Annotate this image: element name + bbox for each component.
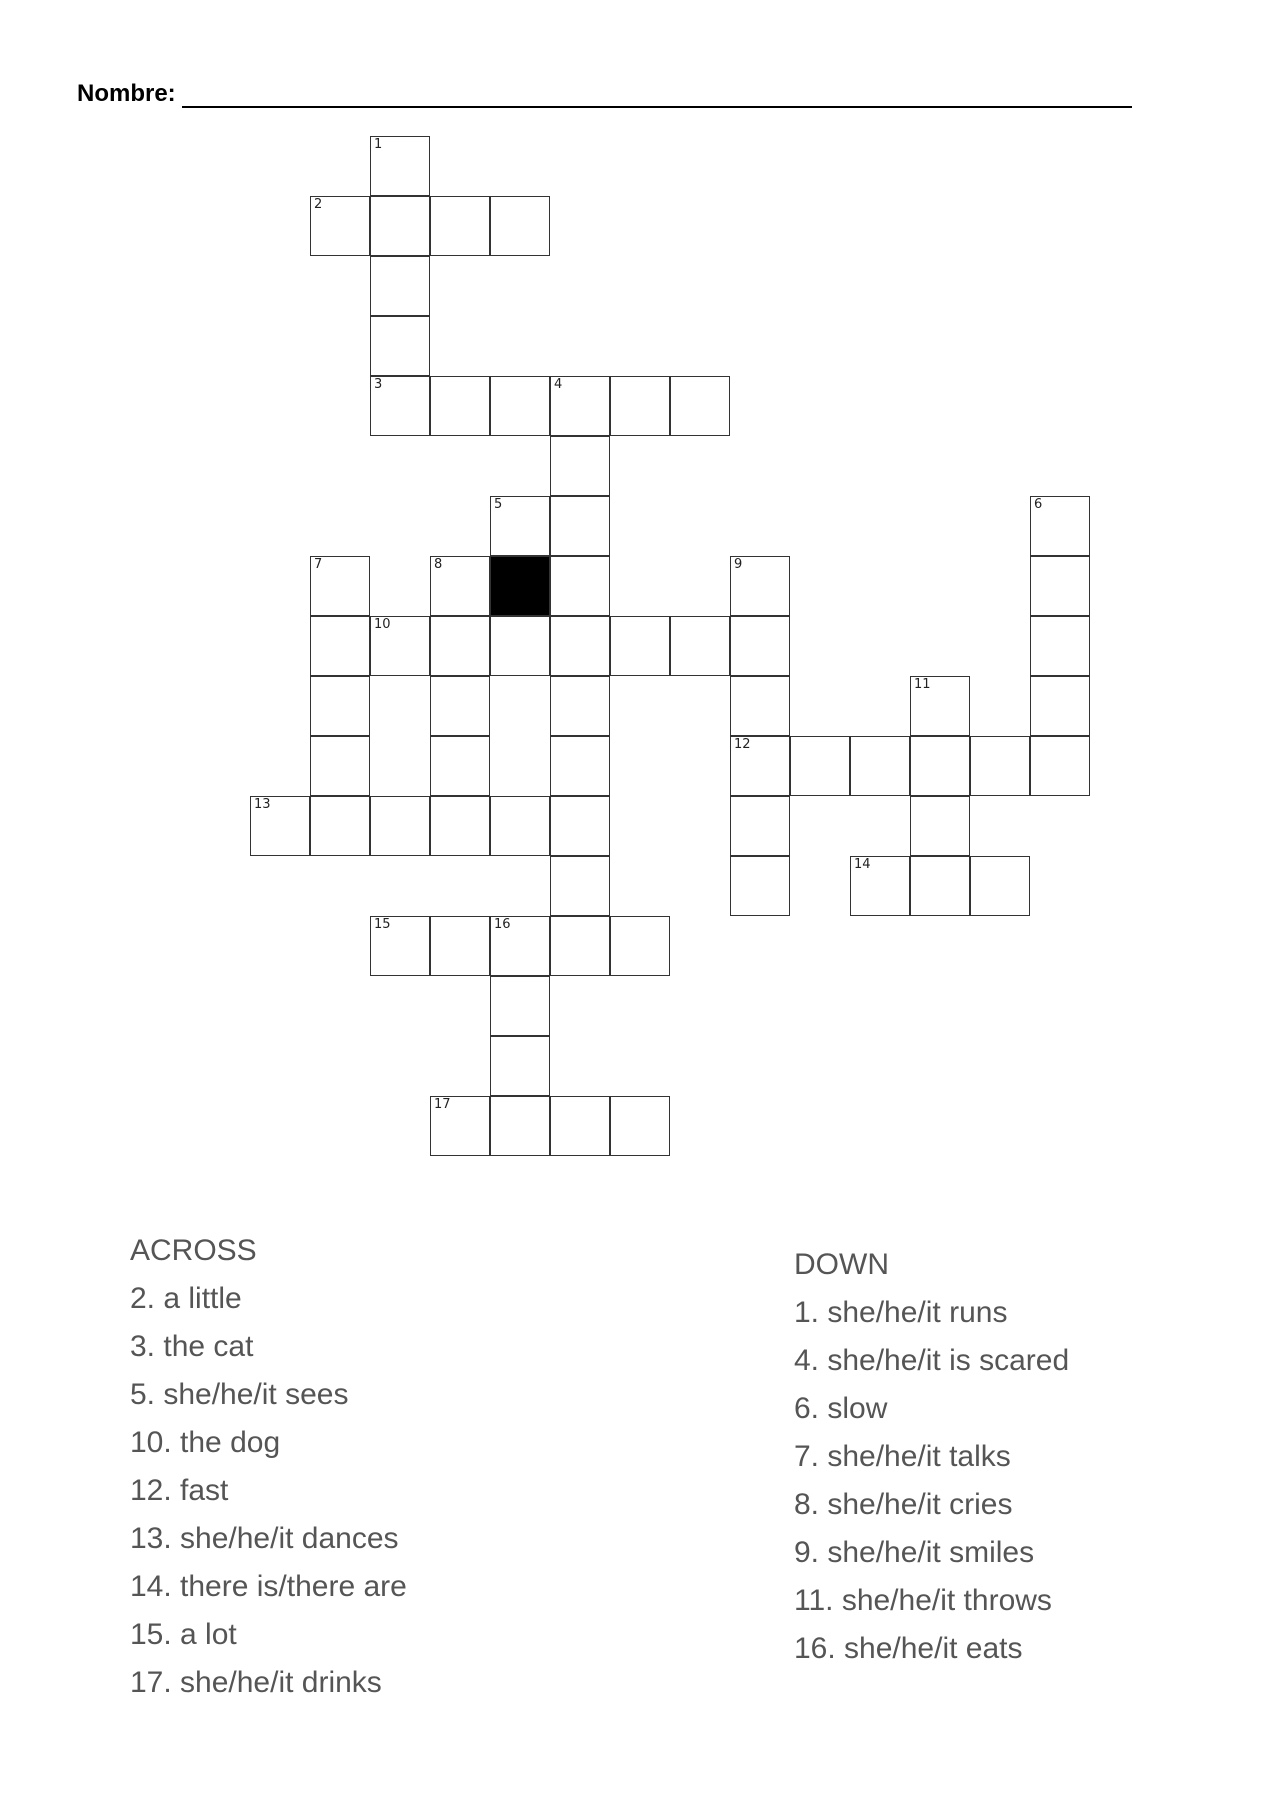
grid-cell[interactable] [730, 856, 790, 916]
clue-number: 6 [1034, 497, 1043, 512]
grid-cell[interactable] [310, 616, 370, 676]
across-clue: 15. a lot [130, 1618, 237, 1651]
grid-cell[interactable] [550, 796, 610, 856]
grid-cell[interactable] [550, 556, 610, 616]
down-clue-list [794, 1294, 1069, 1668]
across-clue: 14. there is/there are [130, 1570, 407, 1603]
grid-cell[interactable] [610, 376, 670, 436]
grid-cell[interactable] [1030, 616, 1090, 676]
grid-cell[interactable] [730, 556, 790, 616]
grid-cell[interactable] [370, 316, 430, 376]
name-label: Nombre: [77, 80, 176, 107]
grid-cell[interactable] [970, 736, 1030, 796]
grid-cell[interactable] [550, 736, 610, 796]
grid-cell[interactable] [370, 616, 430, 676]
clue-number: 16 [494, 917, 511, 932]
across-heading: ACROSS [130, 1234, 257, 1267]
down-clue: 9. she/he/it smiles [794, 1536, 1035, 1569]
grid-cell[interactable] [670, 616, 730, 676]
grid-cell[interactable] [490, 976, 550, 1036]
across-clue-list [130, 1280, 407, 1702]
name-blank-line[interactable] [182, 84, 1132, 108]
down-heading: DOWN [794, 1248, 889, 1281]
clue-number: 9 [734, 557, 743, 572]
clue-number: 10 [374, 617, 391, 632]
clue-number: 13 [254, 797, 271, 812]
grid-cell[interactable] [310, 676, 370, 736]
grid-cell[interactable] [730, 736, 790, 796]
down-clue: 7. she/he/it talks [794, 1440, 1011, 1473]
grid-cell[interactable] [1030, 676, 1090, 736]
grid-cell[interactable] [730, 676, 790, 736]
grid-cell[interactable] [310, 736, 370, 796]
clue-number: 11 [914, 677, 931, 692]
clue-number: 1 [374, 137, 383, 152]
grid-cell[interactable] [550, 916, 610, 976]
across-clue: 3. the cat [130, 1330, 254, 1363]
across-clue: 2. a little [130, 1282, 242, 1315]
grid-cell[interactable] [430, 616, 490, 676]
down-clues [794, 1246, 1069, 1678]
grid-cell[interactable] [1030, 496, 1090, 556]
clue-number: 8 [434, 557, 443, 572]
grid-cell[interactable] [370, 136, 430, 196]
grid-cell[interactable] [550, 1096, 610, 1156]
black-cell [490, 556, 550, 616]
grid-cell[interactable] [430, 1096, 490, 1156]
clue-number: 15 [374, 917, 391, 932]
grid-cell[interactable] [910, 676, 970, 736]
grid-cell[interactable] [550, 856, 610, 916]
grid-cell[interactable] [910, 736, 970, 796]
grid-cell[interactable] [730, 616, 790, 676]
grid-cell[interactable] [490, 916, 550, 976]
grid-cell[interactable] [430, 916, 490, 976]
across-clues [130, 1232, 407, 1712]
grid-cell[interactable] [310, 196, 370, 256]
grid-cell[interactable] [430, 376, 490, 436]
across-clue: 12. fast [130, 1474, 229, 1507]
grid-cell[interactable] [490, 496, 550, 556]
across-clue: 17. she/he/it drinks [130, 1666, 382, 1699]
down-clue: 6. slow [794, 1392, 888, 1425]
grid-cell[interactable] [610, 616, 670, 676]
clue-number: 12 [734, 737, 751, 752]
grid-cell[interactable] [1030, 736, 1090, 796]
grid-cell[interactable] [730, 796, 790, 856]
clue-number: 7 [314, 557, 323, 572]
grid-cell[interactable] [250, 796, 310, 856]
clue-number: 2 [314, 197, 323, 212]
grid-cell[interactable] [670, 376, 730, 436]
down-clue: 1. she/he/it runs [794, 1296, 1008, 1329]
grid-cell[interactable] [790, 736, 850, 796]
grid-cell[interactable] [430, 676, 490, 736]
grid-cell[interactable] [310, 556, 370, 616]
grid-cell[interactable] [850, 736, 910, 796]
down-clue: 16. she/he/it eats [794, 1632, 1023, 1665]
down-clue: 4. she/he/it is scared [794, 1344, 1070, 1377]
clue-number: 4 [554, 377, 563, 392]
grid-cell[interactable] [370, 376, 430, 436]
across-clue: 10. the dog [130, 1426, 281, 1459]
grid-cell[interactable] [850, 856, 910, 916]
grid-cell[interactable] [1030, 556, 1090, 616]
grid-cell[interactable] [910, 796, 970, 856]
grid-cell[interactable] [430, 736, 490, 796]
grid-cell[interactable] [370, 256, 430, 316]
grid-cell[interactable] [370, 916, 430, 976]
grid-cell[interactable] [550, 376, 610, 436]
grid-cell[interactable] [490, 1096, 550, 1156]
clue-number: 3 [374, 377, 383, 392]
grid-cell[interactable] [610, 1096, 670, 1156]
clue-number: 5 [494, 497, 503, 512]
grid-cell[interactable] [490, 376, 550, 436]
grid-cell[interactable] [910, 856, 970, 916]
across-clue: 13. she/he/it dances [130, 1522, 399, 1555]
grid-cell[interactable] [550, 676, 610, 736]
grid-cell[interactable] [430, 796, 490, 856]
grid-cell[interactable] [550, 616, 610, 676]
clue-number: 17 [434, 1097, 451, 1112]
grid-cell[interactable] [550, 436, 610, 496]
across-clue: 5. she/he/it sees [130, 1378, 349, 1411]
grid-cell[interactable] [310, 796, 370, 856]
grid-cell[interactable] [370, 796, 430, 856]
grid-cell[interactable] [430, 556, 490, 616]
down-clue: 8. she/he/it cries [794, 1488, 1013, 1521]
grid-cell[interactable] [490, 616, 550, 676]
grid-cell[interactable] [970, 856, 1030, 916]
down-clue: 11. she/he/it throws [794, 1584, 1052, 1617]
clue-number: 14 [854, 857, 871, 872]
name-field[interactable] [77, 80, 1132, 108]
grid-cell[interactable] [430, 196, 490, 256]
grid-cell[interactable] [490, 196, 550, 256]
grid-cell[interactable] [490, 1036, 550, 1096]
grid-cell[interactable] [550, 496, 610, 556]
grid-cell[interactable] [490, 796, 550, 856]
grid-cell[interactable] [370, 196, 430, 256]
grid-cell[interactable] [610, 916, 670, 976]
